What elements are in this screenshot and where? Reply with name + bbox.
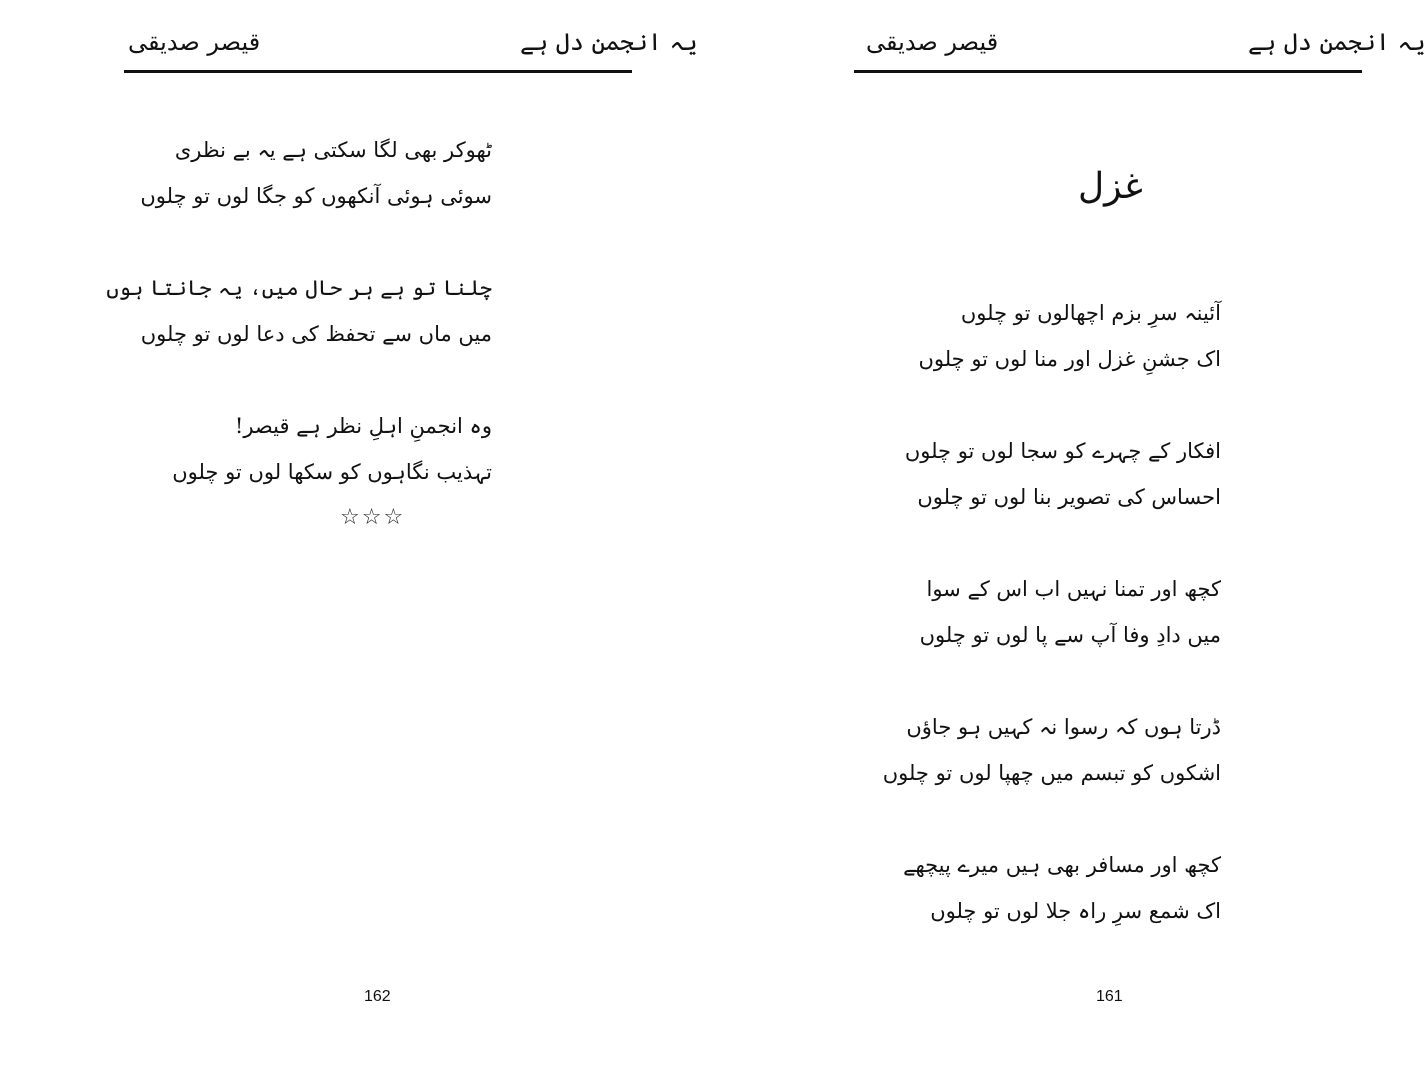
couplet [920, 566, 1221, 658]
right-page [698, 0, 1426, 1080]
verse-line: آئینہ سرِ بزم اچھالوں تو چلوں [960, 301, 1221, 325]
verse-line: احساس کی تصویر بنا لوں تو چلوں [917, 485, 1221, 509]
verse-line: ڈرتا ہوں کہ رسوا نہ کہیں ہو جاؤں [906, 715, 1221, 739]
verse-line: وہ انجمنِ اہلِ نظر ہے قیصر! [234, 414, 492, 438]
header-book-title: یہ انجمن دل ہے [520, 28, 698, 56]
header-author: قیصر صدیقی [866, 28, 999, 56]
verse-line: ٹھوکر بھی لگا سکتی ہے یہ بے نظری [174, 138, 492, 162]
verse-line: افکار کے چہرے کو سجا لوں تو چلوں [904, 439, 1221, 463]
couplet [140, 127, 492, 219]
left-page [0, 0, 698, 1080]
page-heading: غزل [1078, 166, 1143, 207]
verse-line: کچھ اور تمنا نہیں اب اس کے سوا [926, 577, 1221, 601]
verse-line: میں ماں سے تحفظ کی دعا لوں تو چلوں [140, 322, 492, 346]
header-author: قیصر صدیقی [128, 28, 261, 56]
couplet [918, 290, 1221, 382]
verse-line: میں دادِ وفا آپ سے پا لوں تو چلوں [919, 623, 1221, 647]
verse-line: کچھ اور مسافر بھی ہیں میرے پیچھے [903, 853, 1221, 877]
couplet [903, 842, 1221, 934]
page-number: 161 [1096, 988, 1123, 1005]
section-end-stars: ☆☆☆ [340, 505, 406, 530]
verse-line: اشکوں کو تبسم میں چھپا لوں تو چلوں [882, 761, 1221, 785]
couplet [106, 265, 492, 357]
verse-line: اک شمع سرِ راہ جلا لوں تو چلوں [930, 899, 1221, 923]
verse-line: چلنا تو ہے ہر حال میں، یہ جانتا ہوں [106, 276, 492, 300]
couplet [905, 428, 1221, 520]
verse-line: اک جشنِ غزل اور منا لوں تو چلوں [918, 347, 1221, 371]
header-rule [124, 70, 632, 73]
couplet [172, 403, 492, 495]
page-number: 162 [364, 988, 391, 1005]
header-book-title: یہ انجمن دل ہے [1248, 28, 1426, 56]
couplet [883, 704, 1221, 796]
verse-line: تہذیب نگاہوں کو سکھا لوں تو چلوں [172, 460, 492, 484]
header-rule [854, 70, 1362, 73]
verse-line: سوئی ہوئی آنکھوں کو جگا لوں تو چلوں [140, 184, 492, 208]
